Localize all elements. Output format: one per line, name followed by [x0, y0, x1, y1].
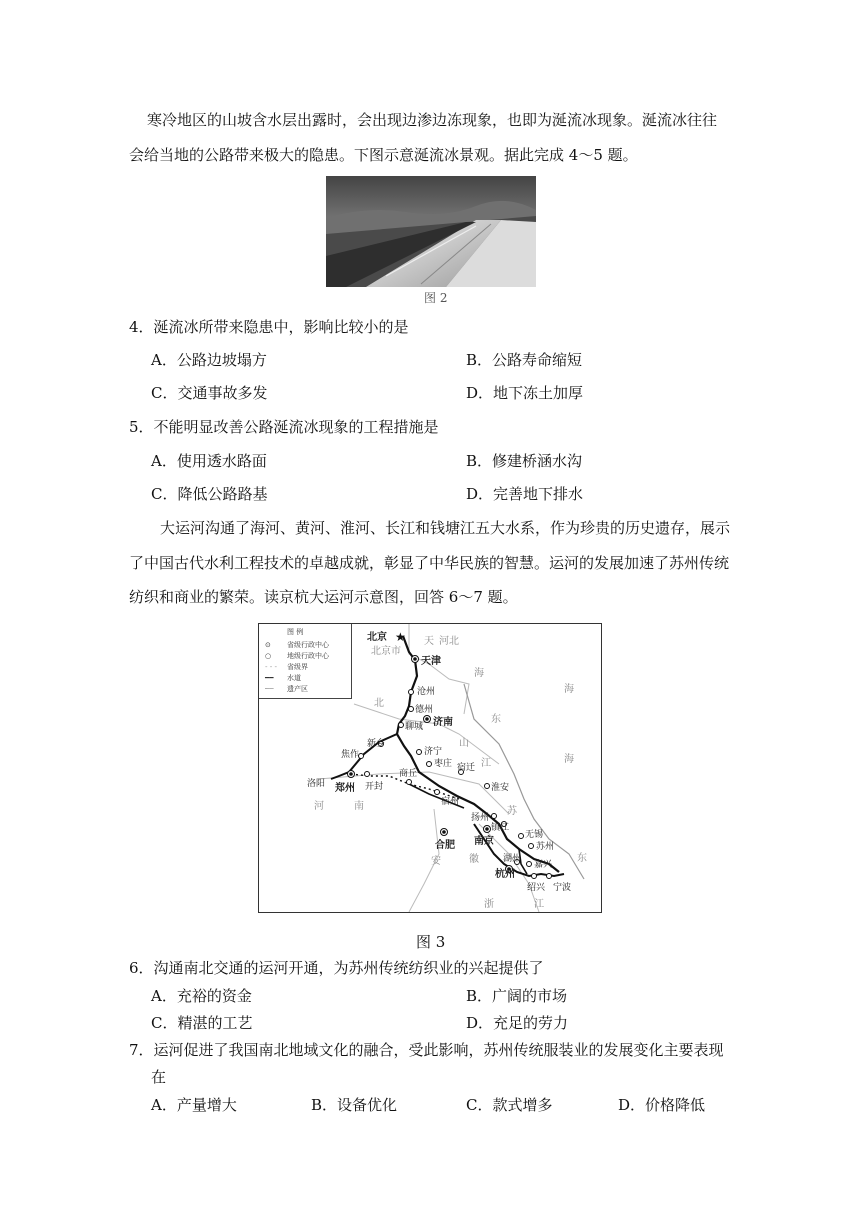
heritage-line-icon: ┈┈ — [265, 685, 274, 693]
city-nanjing: 南京 — [474, 836, 494, 847]
city-shaoxing: 绍兴 — [527, 883, 546, 893]
region-hai-2: 海 — [564, 684, 574, 695]
figure-2-caption: 图 2 — [424, 291, 448, 305]
legend-title: 图 例 — [287, 628, 304, 636]
region-zhe: 浙 — [484, 899, 494, 910]
legend-waterway: ━━ 水道 — [265, 674, 301, 682]
city-beijing: 北京 — [367, 632, 387, 643]
intro1-line2: 会给当地的公路带来极大的隐患。下图示意涎流冰景观。据此完成 4～5 题。 — [129, 146, 638, 164]
question-6-option-b: B．广阔的市场 — [466, 987, 568, 1005]
city-liaocheng: 聊城 — [405, 722, 424, 732]
city-zhengzhou: 郑州 — [335, 783, 355, 794]
region-nan: 南 — [354, 801, 364, 812]
question-6-option-d: D．充足的劳力 — [466, 1014, 569, 1032]
city-yangzhou: 扬州 — [471, 813, 490, 823]
question-5-option-c: C．降低公路路基 — [151, 485, 268, 503]
city-hefei: 合肥 — [435, 840, 455, 851]
intro1-line1: 寒冷地区的山坡含水层出露时，会出现边渗边冻现象，也即为涎流冰现象。涎流冰往往 — [147, 111, 718, 129]
region-bei: 北 — [374, 698, 384, 709]
region-he: 河 — [314, 801, 324, 812]
city-jiaozuo: 焦作 — [341, 750, 360, 760]
legend-provincial-border: - - - 省级界 — [265, 663, 308, 671]
city-jinan: 济南 — [433, 717, 453, 728]
border-line-icon: - - - — [265, 663, 278, 671]
question-4-option-b: B．公路寿命缩短 — [466, 351, 583, 369]
city-suzhou: 苏州 — [536, 842, 555, 852]
region-jiang-2: 江 — [534, 899, 544, 910]
region-shan: 山 — [459, 738, 469, 749]
city-wuxi: 无锡 — [525, 830, 544, 840]
city-zaozhuang: 枣庄 — [434, 759, 453, 769]
question-7-option-a: A．产量增大 — [151, 1096, 237, 1114]
question-6-stem: 6．沟通南北交通的运河开通，为苏州传统纺织业的兴起提供了 — [129, 959, 544, 977]
city-luoyang: 洛阳 — [307, 779, 326, 789]
intro2-line2: 了中国古代水利工程技术的卓越成就，彰显了中华民族的智慧。运河的发展加速了苏州传统 — [129, 554, 730, 572]
figure-2-photo — [326, 176, 536, 287]
region-hai-3: 海 — [564, 754, 574, 765]
waterway-line-icon: ━━ — [265, 674, 274, 682]
region-hui: 徽 — [469, 854, 479, 865]
question-4-option-a: A．公路边坡塌方 — [151, 351, 267, 369]
question-5-option-a: A．使用透水路面 — [151, 452, 267, 470]
question-7-stem-line2: 在 — [151, 1068, 167, 1086]
city-dezhou: 德州 — [415, 705, 434, 715]
city-zhenjiang: 镇江 — [491, 823, 510, 833]
city-huaian: 淮安 — [491, 783, 510, 793]
question-7-stem-line1: 7．运河促进了我国南北地域文化的融合，受此影响，苏州传统服装业的发展变化主要表现 — [129, 1041, 724, 1059]
region-jiang: 江 — [481, 758, 491, 769]
city-tianjin: 天津 — [421, 656, 441, 667]
region-hai-1: 海 — [474, 668, 484, 679]
city-suqian: 宿迁 — [457, 763, 476, 773]
question-6-option-a: A．充裕的资金 — [151, 987, 252, 1005]
region-dong-2: 东 — [577, 853, 587, 864]
intro2-line1: 大运河沟通了海河、黄河、淮河、长江和钱塘江五大水系，作为珍贵的历史遗存，展示 — [160, 519, 731, 537]
region-an: 安 — [431, 856, 441, 867]
city-hangzhou: 杭州 — [495, 869, 515, 880]
question-4-option-d: D．地下冻土加厚 — [466, 384, 584, 402]
city-ningbo: 宁波 — [553, 883, 572, 893]
provincial-capital-icon: ⊙ — [265, 641, 271, 649]
question-7-option-d: D．价格降低 — [618, 1096, 706, 1114]
question-4-option-c: C．交通事故多发 — [151, 384, 268, 402]
question-4-stem: 4．涎流冰所带来隐患中，影响比较小的是 — [129, 318, 409, 336]
city-kaifeng: 开封 — [365, 782, 384, 792]
city-xinxiang: 新乡 — [367, 739, 386, 749]
city-shangqiu: 商丘 — [399, 769, 418, 779]
question-5-option-b: B．修建桥涵水沟 — [466, 452, 583, 470]
legend-prefecture-city: ○ 地级行政中心 — [265, 652, 329, 660]
map-legend — [259, 624, 352, 699]
question-6-option-c: C．精湛的工艺 — [151, 1014, 253, 1032]
region-tian: 天 — [424, 636, 434, 647]
region-beijing: 北京市 — [371, 646, 401, 657]
city-cangzhou: 沧州 — [417, 687, 436, 697]
grand-canal-map — [258, 623, 602, 913]
city-huzhou: 湖州 — [503, 854, 522, 864]
question-7-option-b: B．设备优化 — [311, 1096, 398, 1114]
intro2-line3: 纺织和商业的繁荣。读京杭大运河示意图，回答 6～7 题。 — [129, 588, 518, 606]
city-jining: 济宁 — [424, 747, 443, 757]
question-5-option-d: D．完善地下排水 — [466, 485, 584, 503]
beijing-star-icon: ★ — [395, 630, 406, 644]
legend-provincial-capital: ⊙ 省级行政中心 — [265, 641, 329, 649]
city-suzhou-anhui: 宿州 — [441, 797, 460, 807]
region-hebei: 河北 — [439, 636, 459, 647]
question-7-option-c: C．款式增多 — [466, 1096, 553, 1114]
question-5-stem: 5．不能明显改善公路涎流冰现象的工程措施是 — [129, 418, 439, 436]
legend-heritage: ┈┈ 遗产区 — [265, 685, 308, 693]
prefecture-city-icon: ○ — [265, 652, 272, 660]
region-dong: 东 — [491, 714, 501, 725]
city-jiaxing: 嘉兴 — [534, 860, 553, 870]
region-su: 苏 — [507, 806, 517, 817]
figure-3-caption: 图 3 — [416, 933, 446, 951]
icicle-road-scene — [326, 176, 536, 287]
